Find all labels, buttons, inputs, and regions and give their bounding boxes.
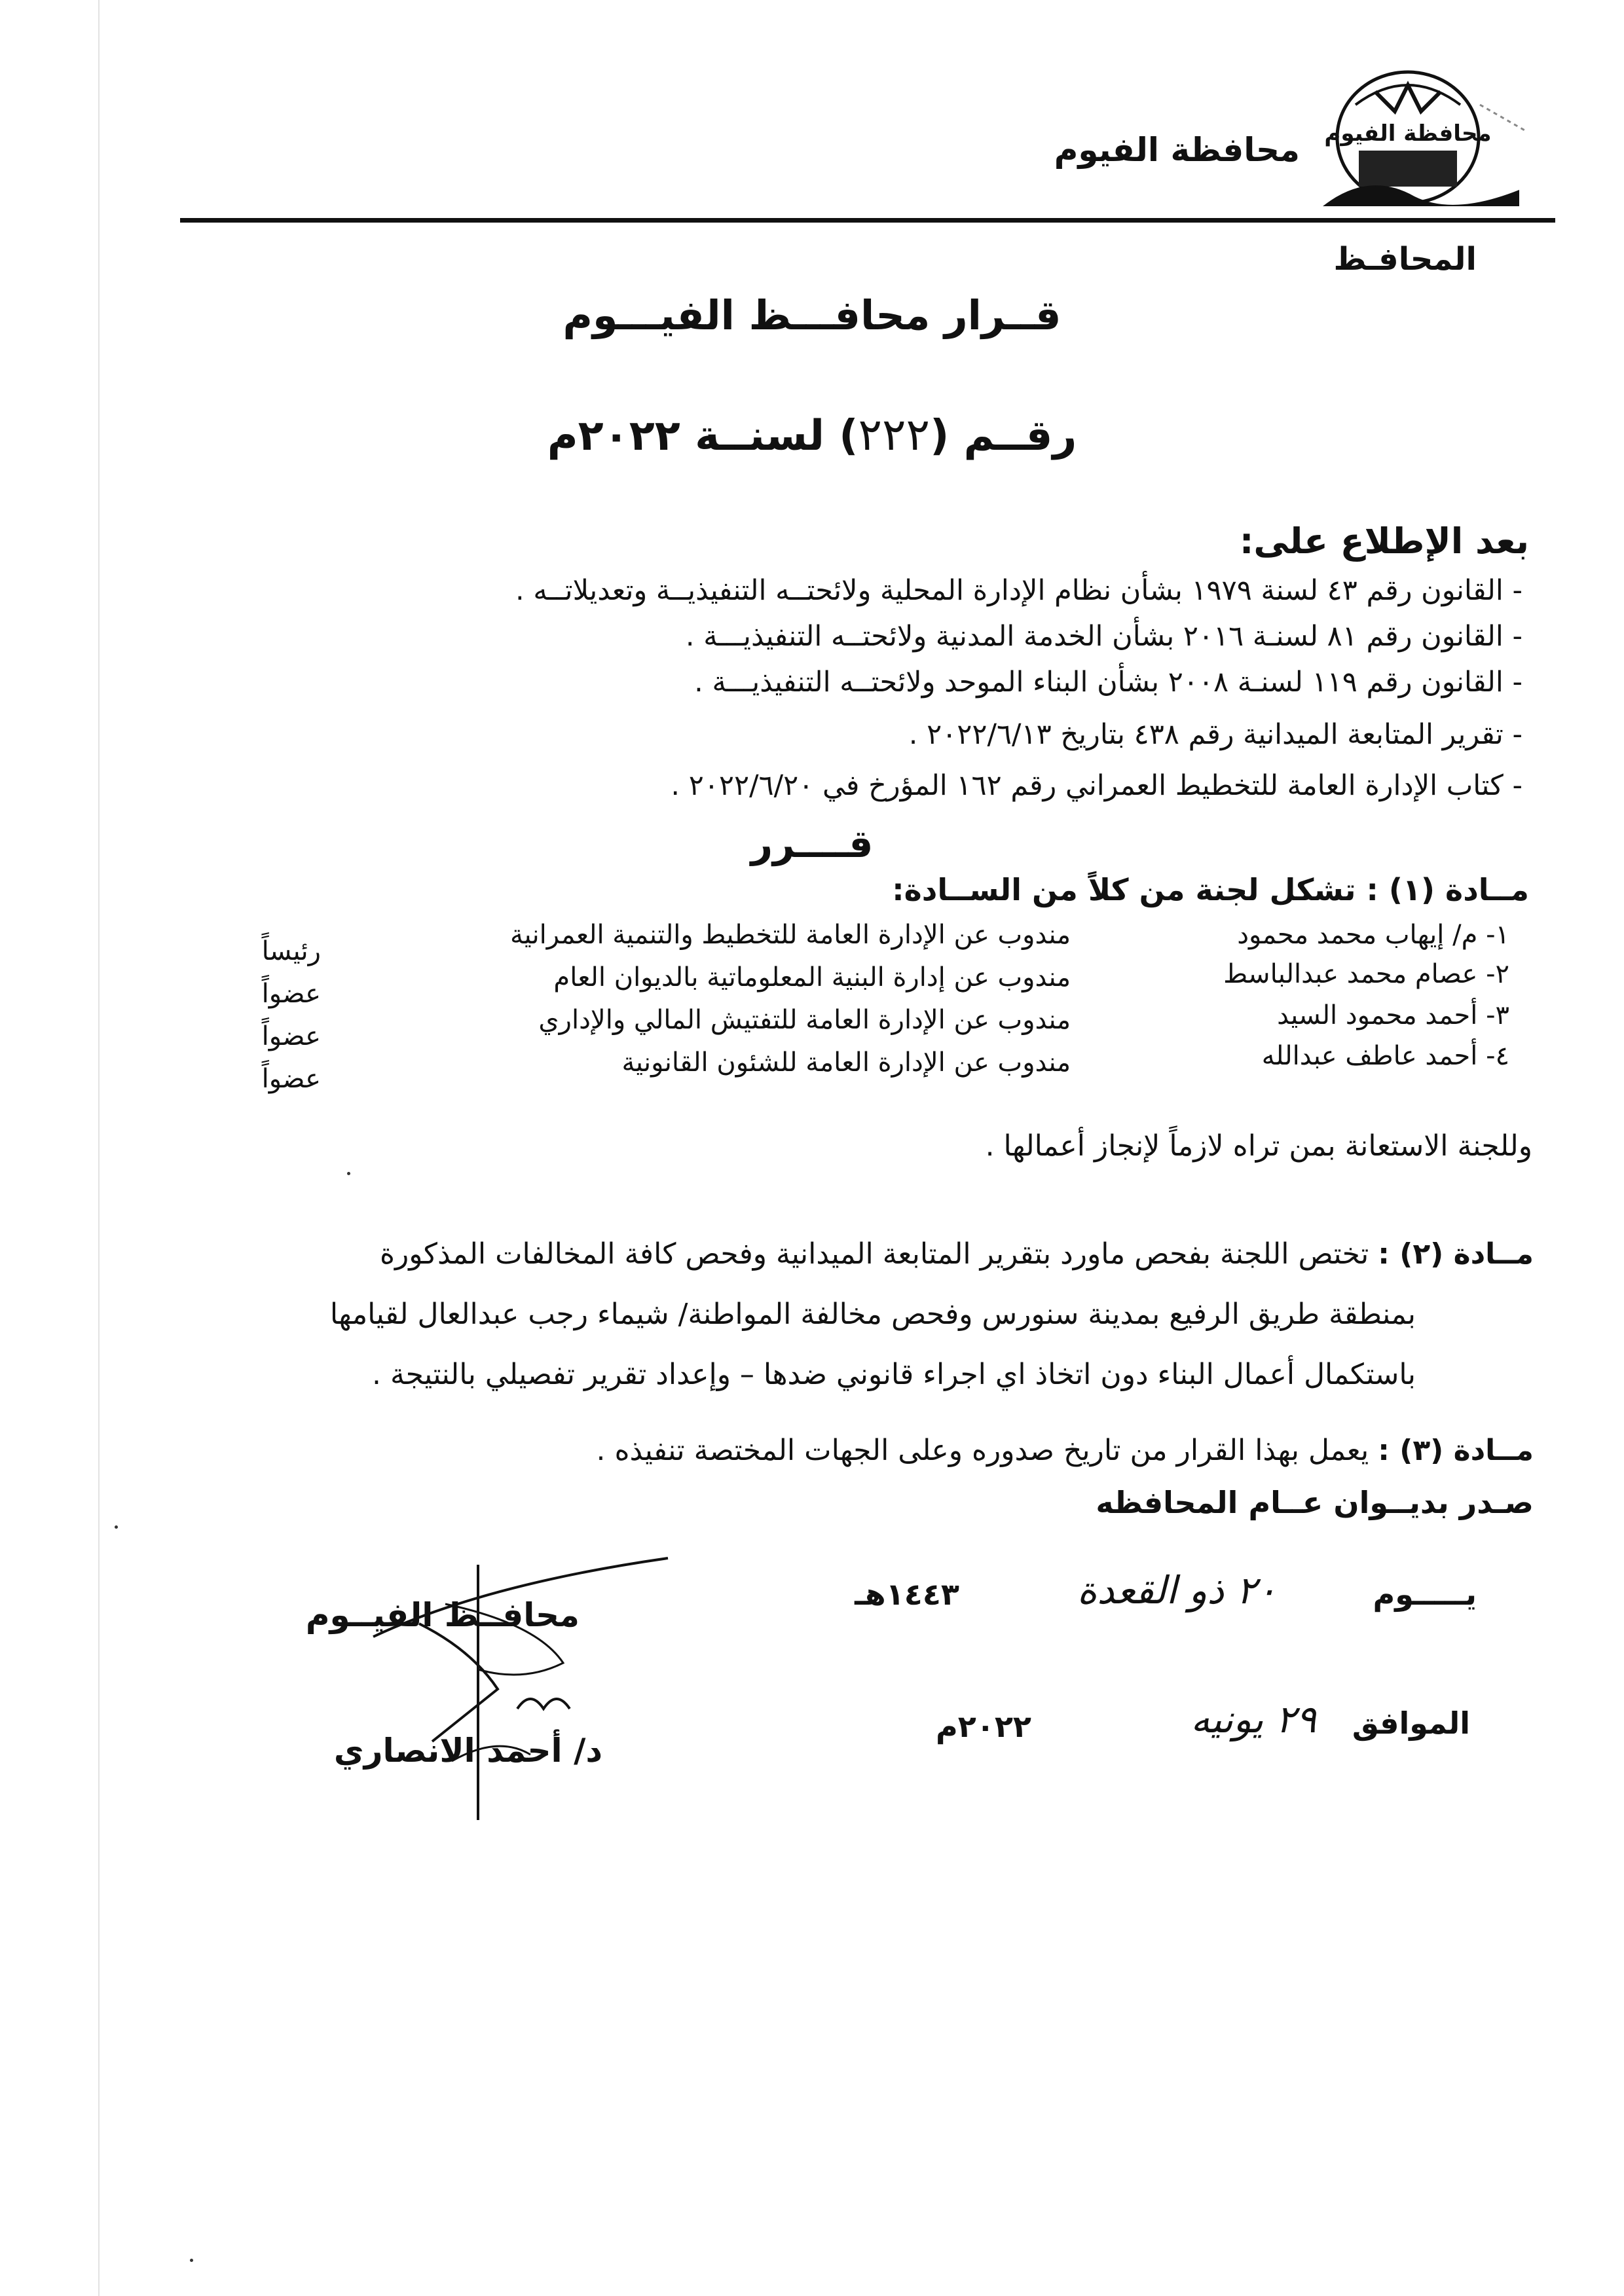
office-title: المحافـظ [1333, 241, 1477, 278]
governorate-emblem [1310, 65, 1532, 223]
header-rule [180, 218, 1555, 223]
decision-number [0, 409, 1624, 461]
member-representation: مندوب عن الإدارة العامة للتخطيط والتنمية العمرانية [510, 920, 1071, 950]
number-suffix: ) لسنــة ٢٠٢٢م [547, 412, 858, 460]
governorate-name: محافظة الفيوم [1054, 131, 1300, 169]
hijri-date-handwritten: ٢٠ ذو القعدة [1077, 1568, 1277, 1613]
decided-heading: قــــرر [750, 822, 874, 866]
article-2 [158, 1224, 1534, 1405]
article-3-label: مــادة (٣) : [1378, 1434, 1534, 1467]
signatory-name: د/ أحمد الانصاري [333, 1732, 602, 1770]
preamble-item: - القانون رقم ١١٩ لسنـة ٢٠٠٨ بشأن البناء الموحد ولائحتــه التنفيذيـــة . [694, 666, 1522, 699]
member-name: ٢- عصام محمد عبدالباسط [1223, 959, 1509, 989]
decision-title: قــرار محافـــظ الفيـــوم [563, 291, 1061, 339]
gregorian-date-handwritten: ٢٩ يونيه [1190, 1697, 1316, 1741]
member-role: رئيساً [261, 936, 321, 966]
committee-assistance: وللجنة الاستعانة بمن تراه لازماً لإنجاز أعمالها . [985, 1129, 1532, 1163]
article-3 [597, 1434, 1534, 1467]
article-3-text: يعمل بهذا القرار من تاريخ صدوره وعلى الجهات المختصة تنفيذه . [596, 1434, 1369, 1467]
day-label: يـــــوم [1373, 1576, 1477, 1612]
article-2-line: بمنطقة طريق الرفيع بمدينة سنورس وفحص مخالفة المواطنة/ شيماء رجب عبدالعال لقيامها [329, 1298, 1416, 1331]
member-representation: مندوب عن الإدارة العامة للتفتيش المالي والإداري [538, 1005, 1071, 1035]
member-name: ١- م/ إيهاب محمد محمود [1237, 920, 1509, 950]
member-role: عضواً [261, 1021, 321, 1051]
handwritten-signature [367, 1545, 694, 1833]
article-2-line: تختص اللجنة بفحص ماورد بتقرير المتابعة الميدانية وفحص كافة المخالفات المذكورة [379, 1237, 1369, 1271]
scan-speck [190, 2259, 193, 2262]
article-2-label: مــادة (٢) : [1378, 1237, 1534, 1271]
member-name: ٤- أحمد عاطف عبدالله [1261, 1041, 1509, 1071]
scan-speck [347, 1172, 350, 1175]
member-representation: مندوب عن إدارة البنية المعلوماتية بالديوان العام [553, 962, 1071, 993]
preamble-item: - تقرير المتابعة الميدانية رقم ٤٣٨ بتاريخ ٢٠٢٢/٦/١٣ . [908, 718, 1522, 751]
number-handwritten: ٢٢٢ [858, 409, 931, 461]
issued-at: صـدر بديــوان عــام المحافظه [1096, 1485, 1534, 1520]
scan-speck [115, 1525, 118, 1529]
gregorian-year: ٢٠٢٢م [935, 1709, 1031, 1744]
preamble-item: - كتاب الإدارة العامة للتخطيط العمراني رقم ١٦٢ المؤرخ في ٢٠٢٢/٦/٢٠ . [671, 769, 1522, 802]
member-role: عضواً [261, 1064, 321, 1094]
article-1-heading: مــادة (١) : تشكل لجنة من كلاً من الســادة: [892, 872, 1529, 907]
preamble-item: - القانون رقم ٤٣ لسنة ١٩٧٩ بشأن نظام الإدارة المحلية ولائحتــه التنفيذيــة وتعديلاتــه . [515, 574, 1522, 607]
preamble-heading: بعد الإطلاع على: [1239, 520, 1529, 562]
page-edge [98, 0, 100, 2296]
member-role: عضواً [261, 979, 321, 1009]
number-prefix: رقــم ( [930, 412, 1077, 460]
corresponding-label: الموافق [1352, 1705, 1470, 1741]
member-name: ٣- أحمد محمود السيد [1277, 1000, 1509, 1030]
article-2-line: باستكمال أعمال البناء دون اتخاذ اي اجراء قانوني ضدها – وإعداد تقرير تفصيلي بالنتيجة . [372, 1358, 1416, 1391]
member-representation: مندوب عن الإدارة العامة للشئون القانونية [621, 1048, 1071, 1078]
logo-text: محافظة الفيوم [1324, 120, 1492, 147]
signatory-title: محافــظ الفيــوم [305, 1596, 580, 1634]
preamble-item: - القانون رقم ٨١ لسنـة ٢٠١٦ بشأن الخدمة المدنية ولائحتــه التنفيذيـــة . [685, 620, 1522, 653]
hijri-year: ١٤٤٣هـ [855, 1576, 959, 1612]
